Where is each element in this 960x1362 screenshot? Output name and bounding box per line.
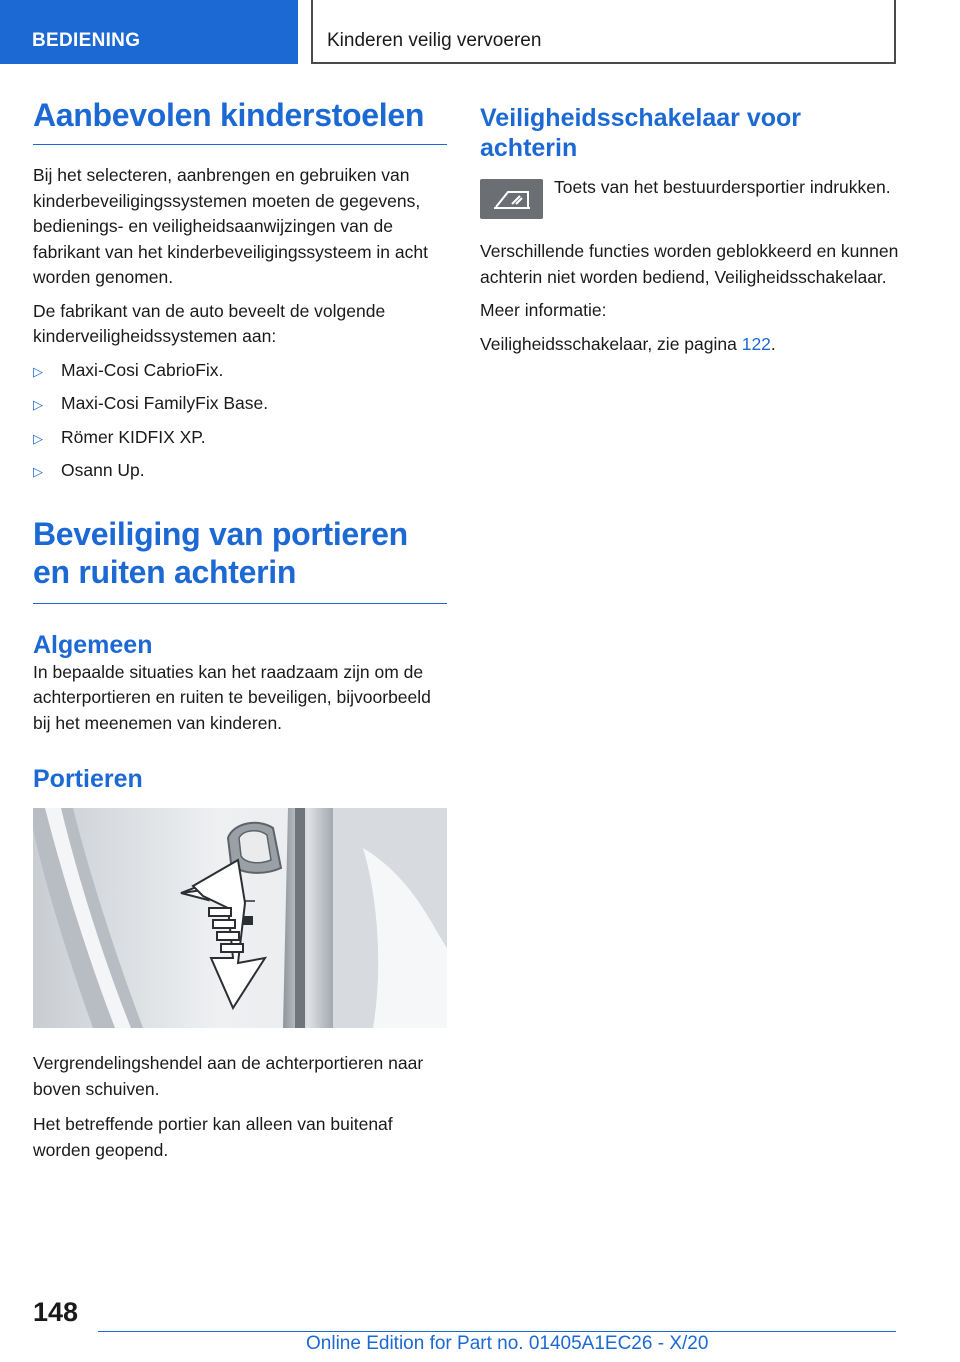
- list-item: ▷ Maxi-Cosi FamilyFix Base.: [33, 391, 447, 418]
- lever-result: Het betreffende portier kan alleen van buitenaf worden geopend.: [33, 1114, 393, 1160]
- cross-reference: Veiligheidsschakelaar, zie pagina 122.: [480, 333, 776, 354]
- edition-footer: Online Edition for Part no. 01405A1EC26 - X/20: [306, 1333, 709, 1354]
- section-title-door-safety: Beveiliging van portieren en ruiten achterin: [33, 515, 447, 604]
- subtitle-doors: Portieren: [33, 765, 143, 793]
- section-title-safety-switch: Veiligheidsschakelaar voor achterin: [480, 104, 801, 162]
- triangle-bullet-icon: ▷: [33, 363, 43, 379]
- section-title-recommended-seats: Aanbevolen kinderstoelen: [33, 96, 447, 145]
- general-paragraph: In bepaalde situaties kan het raadzaam zijn om de achterportieren en ruiten te beveiligen, bijvoorbeeld bij het meenemen van kinderen.: [33, 661, 431, 733]
- blocked-functions-paragraph: Verschillende functies worden geblokkeerd en kunnen achterin niet worden bediend, Veiligheidsschakelaar.: [480, 241, 899, 287]
- triangle-bullet-icon: ▷: [33, 430, 43, 446]
- intro-paragraph: Bij het selecteren, aanbrengen en gebruiken van kinderbeveiligingssystemen moeten de gegevens, bedienings- en veiligheidsaanwijzingen van de fabrikant van het kinderbeveiligingssysteem in acht worden genomen.: [33, 165, 428, 287]
- subtitle-general: Algemeen: [33, 630, 153, 659]
- window-lock-button-icon: [480, 179, 543, 219]
- recommendation-paragraph: De fabrikant van de auto beveelt de volgende kinderveiligheidssystemen aan:: [33, 300, 386, 346]
- left-column: [33, 96, 447, 1171]
- list-item: ▷ Osann Up.: [33, 458, 447, 485]
- triangle-bullet-icon: ▷: [33, 464, 43, 479]
- chapter-label: Kinderen veilig vervoeren: [327, 30, 542, 51]
- page-number: 148: [33, 1297, 79, 1327]
- door-lock-lever-illustration: [33, 808, 447, 1028]
- list-item: ▷ Maxi-Cosi CabrioFix.: [33, 358, 447, 385]
- child-seat-list: [33, 358, 447, 485]
- right-column: [480, 103, 900, 365]
- list-item: ▷ Römer KIDFIX XP.: [33, 425, 447, 452]
- switch-icon-row: [480, 175, 900, 219]
- section-label: BEDIENING: [32, 30, 141, 51]
- lever-instruction: Vergrendelingshendel aan de achterportieren naar boven schuiven.: [33, 1053, 424, 1099]
- section-tab: [0, 0, 298, 64]
- footer-divider: [98, 1331, 896, 1332]
- triangle-bullet-icon: ▷: [33, 397, 43, 412]
- page-link[interactable]: 122: [741, 333, 771, 354]
- icon-instruction: Toets van het bestuurdersportier indrukken.: [554, 177, 891, 197]
- chapter-tab: [311, 0, 896, 64]
- more-info-label: Meer informatie:: [480, 300, 607, 320]
